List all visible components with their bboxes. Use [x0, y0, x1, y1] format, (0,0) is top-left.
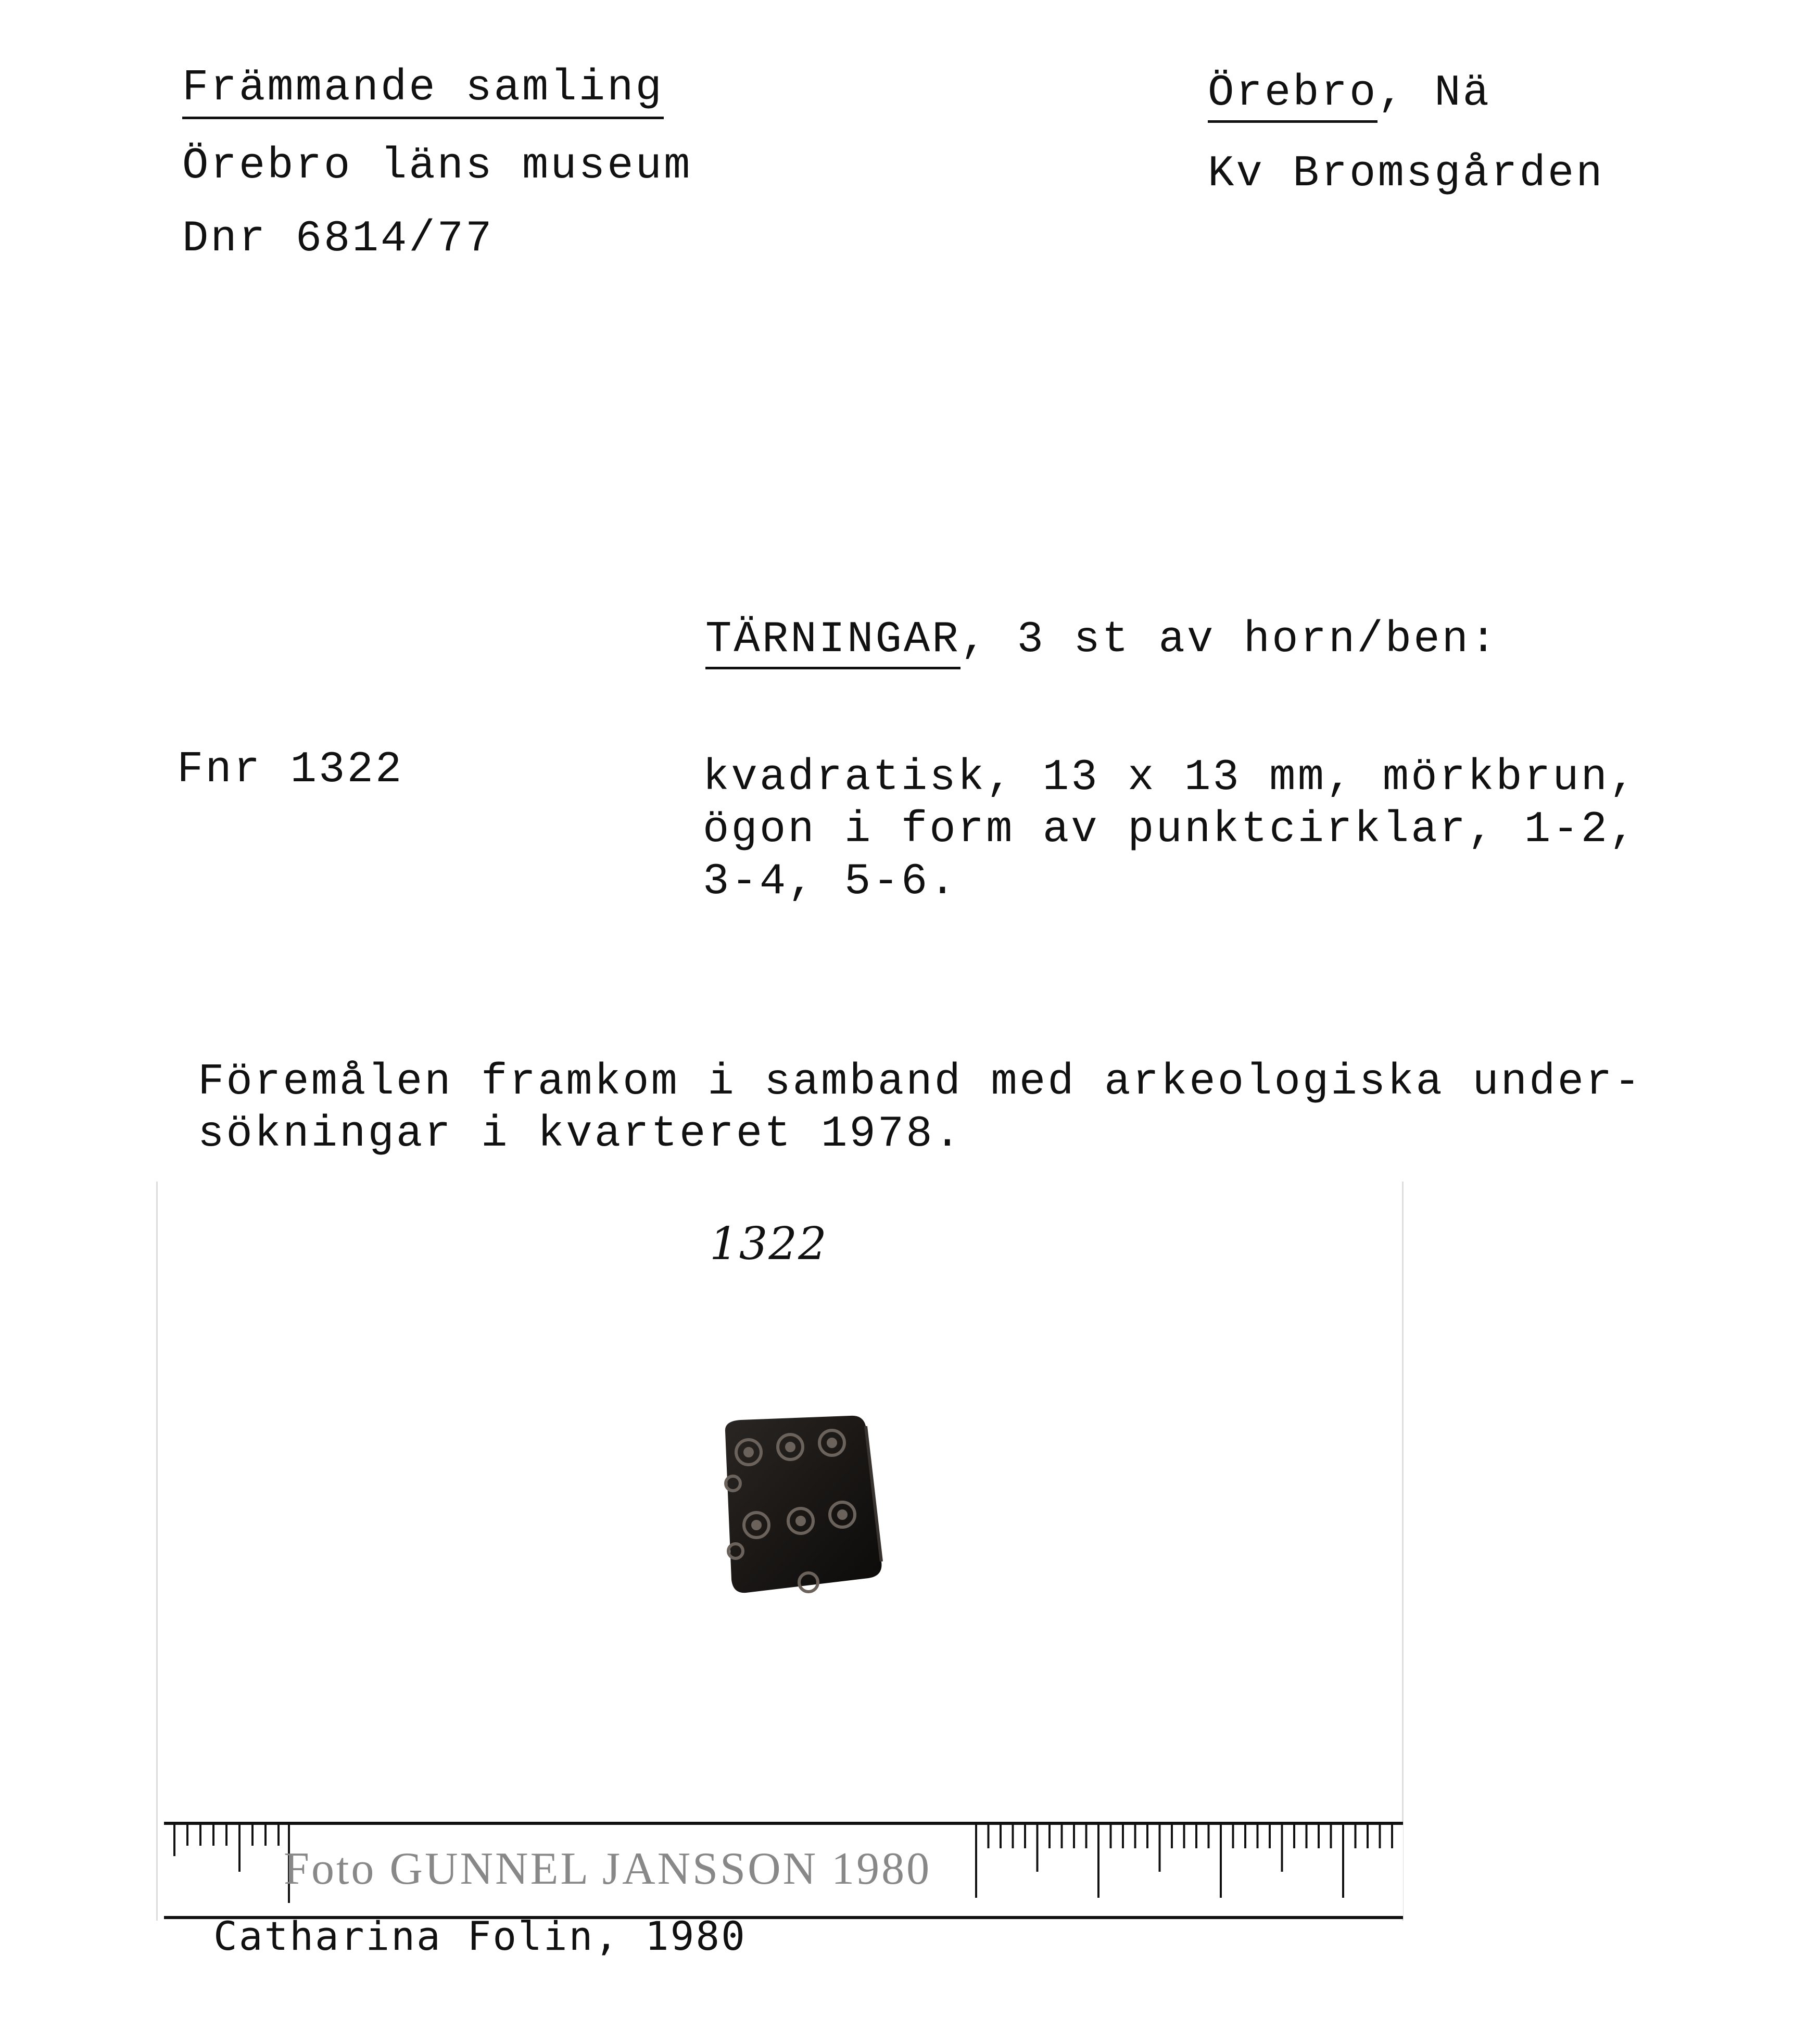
- place-name: Örebro: [1208, 69, 1377, 123]
- description-line: kvadratisk, 13 x 13 mm, mörkbrun,: [703, 753, 1638, 803]
- place-suffix: , Nä: [1377, 69, 1492, 118]
- block-name: Kv Bromsgården: [1208, 149, 1604, 199]
- collection-heading: Främmande samling: [182, 62, 664, 119]
- context-line: sökningar i kvarteret 1978.: [198, 1110, 963, 1159]
- object-title-line: [705, 614, 1498, 666]
- object-title-rest: , 3 st av horn/ben:: [960, 615, 1499, 665]
- dnr-number: Dnr 6814/77: [182, 214, 494, 264]
- object-photograph: [156, 1182, 1404, 1921]
- museum-name: Örebro läns museum: [182, 142, 692, 191]
- object-title: TÄRNINGAR: [705, 615, 960, 669]
- description-line: ögon i form av punktcirklar, 1-2,: [703, 805, 1638, 855]
- photo-find-label: 1322: [710, 1218, 828, 1270]
- place-line: [1208, 68, 1491, 120]
- photographer-caption: Catharina Folin, 1980: [213, 1913, 747, 1959]
- context-line: Föremålen framkom i samband med arkeologiska under-: [198, 1058, 1642, 1107]
- find-number: Fnr 1322: [177, 745, 404, 795]
- die-image: [710, 1411, 907, 1629]
- measuring-scale: [164, 1822, 1403, 1919]
- photo-credit: Foto GUNNEL JANSSON 1980: [284, 1844, 932, 1894]
- description-line: 3-4, 5-6.: [703, 857, 958, 907]
